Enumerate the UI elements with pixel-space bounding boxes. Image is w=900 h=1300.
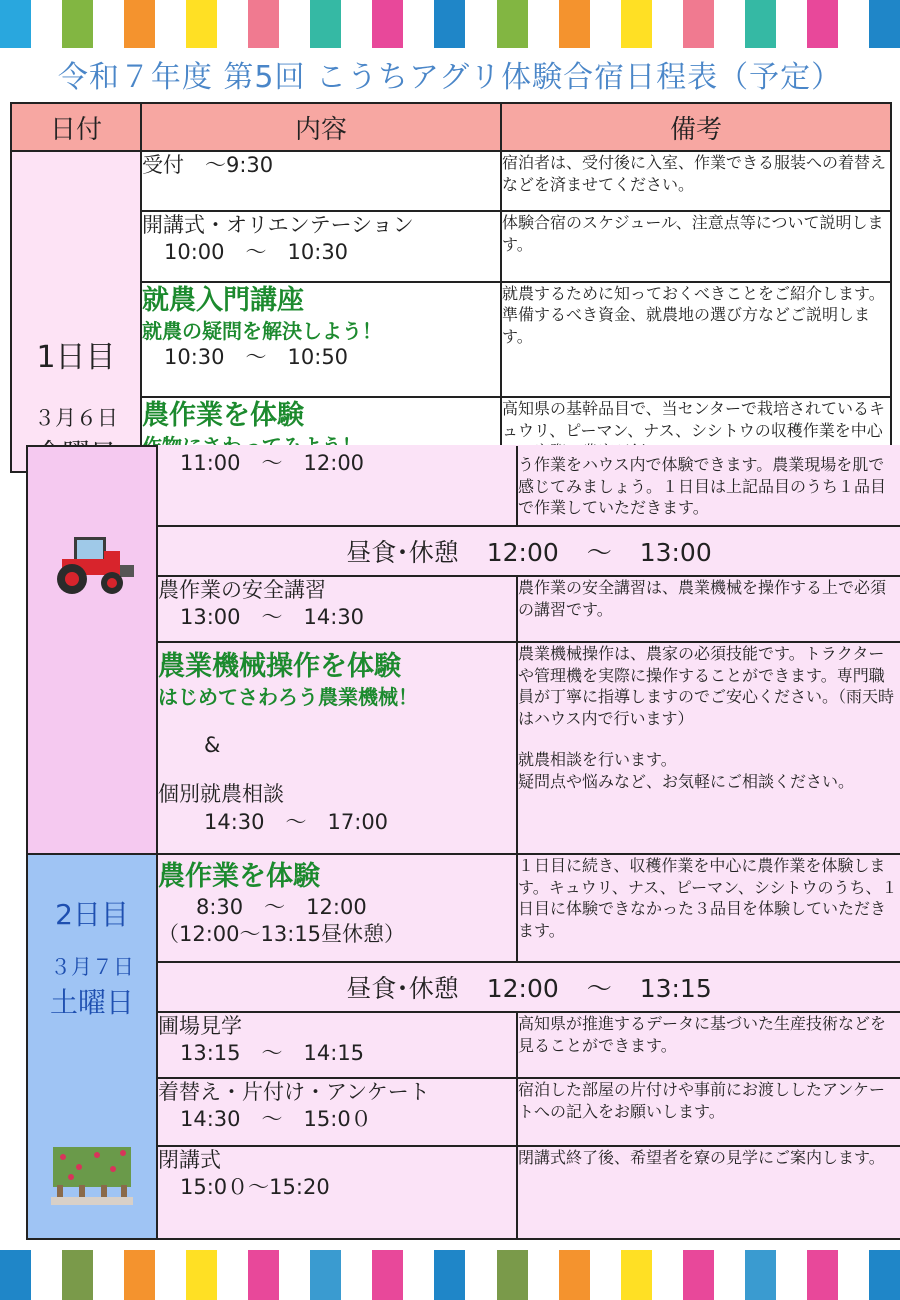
lunch-break-day2	[157, 962, 900, 1012]
machinery-note-cell	[517, 642, 900, 854]
schedule-table-top	[10, 102, 892, 473]
stripe	[186, 0, 217, 48]
farmwork-time: 11:00 ～ 12:00	[180, 451, 365, 475]
stripe	[434, 1250, 465, 1300]
stripe	[310, 0, 341, 48]
table-row	[27, 446, 900, 526]
opening-note: 体験合宿のスケジュール、注意点等について説明します。	[501, 211, 891, 282]
ampersand: &	[204, 733, 221, 758]
opening-cell	[141, 211, 501, 282]
day2-farmwork-note: １日目に続き、収穫作業を中心に農作業を体験します。キュウリ、ナス、ピーマン、シシトウのうち、１日目に体験できなかった３品目を体験していただきます。	[517, 854, 900, 962]
opening-label: 開講式・オリエンテーション	[142, 212, 414, 237]
intro-course-time: 10:30 ～ 10:50	[164, 344, 349, 369]
stripe	[372, 0, 403, 48]
stripe	[869, 1250, 900, 1300]
stripe	[62, 1250, 93, 1300]
day2-farmwork-time: 8:30 ～ 12:00	[196, 895, 367, 920]
consultation-note: 就農相談を行います。 疑問点や悩みなど、お気軽にご相談ください。	[518, 750, 855, 791]
stripe	[497, 0, 528, 48]
stripe	[434, 0, 465, 48]
intro-course-subtitle: 就農の疑問を解決しよう！	[142, 318, 382, 343]
stripe	[745, 0, 776, 48]
stripe	[62, 0, 93, 48]
machinery-note: 農業機械操作は、農家の必須技能です。トラクターや管理機を実際に操作することができます。専門職員が丁寧に指導しますのでご安心ください。（雨天時はハウス内で行います）	[518, 644, 895, 728]
day1-date-cell	[11, 151, 141, 472]
closing-label: 閉講式	[158, 1148, 221, 1172]
day1-label: 1日目	[36, 340, 116, 375]
field-tour-time: 13:15 ～ 14:15	[180, 1041, 365, 1066]
closing-time: 15:0０～15:20	[180, 1175, 330, 1200]
day1-date: ３月６日	[34, 406, 118, 430]
lunch-separator: ～	[586, 538, 612, 567]
schedule-table-bottom	[26, 445, 900, 1240]
stripe	[869, 0, 900, 48]
day2-farmwork-lunch-note: （12:00～13:15昼休憩）	[158, 922, 406, 947]
intro-course-title: 就農入門講座	[142, 284, 304, 316]
page-title: 令和７年度 第5回 こうちアグリ体験合宿日程表（予定）	[57, 60, 843, 95]
header-notes: 備考	[501, 103, 891, 151]
table-row	[27, 1078, 900, 1146]
lunch-end: 13:00	[639, 538, 712, 567]
lunch-row	[27, 962, 900, 1012]
closing-note: 閉講式終了後、希望者を寮の見学にご案内します。	[517, 1146, 900, 1239]
lunch-start: 12:00	[486, 538, 559, 567]
day2-farmwork-cell	[157, 854, 517, 962]
day2-weekday: 土曜日	[49, 986, 134, 1019]
stripe	[621, 1250, 652, 1300]
stripe	[124, 1250, 155, 1300]
table-row	[11, 151, 891, 211]
bottom-decorative-stripes	[0, 1250, 900, 1300]
cleanup-cell	[157, 1078, 517, 1146]
table-row	[27, 854, 900, 962]
stripe	[310, 1250, 341, 1300]
stripe	[807, 0, 838, 48]
consultation-label: 個別就農相談	[158, 782, 284, 807]
farmwork-title: 農作業を体験	[142, 400, 304, 432]
stripe	[124, 0, 155, 48]
stripe	[248, 1250, 279, 1300]
safety-course-note: 農作業の安全講習は、農業機械を操作する上で必須の講習です。	[517, 576, 900, 642]
field-tour-note: 高知県が推進するデータに基づいた生産技術などを見ることができます。	[517, 1012, 900, 1078]
intro-course-cell	[141, 282, 501, 398]
top-decorative-stripes	[0, 0, 900, 48]
stripe	[683, 1250, 714, 1300]
table-row	[11, 282, 891, 398]
header-content: 内容	[141, 103, 501, 151]
farmwork-note-cont: う作業をハウス内で体験できます。農業現場を肌で感じてみましょう。１日目は上記品目のうち１品目で作業していただきます。	[517, 446, 900, 526]
stripe	[559, 0, 590, 48]
lunch-label: 昼食･休憩	[346, 538, 459, 567]
lunch-start: 12:00	[486, 974, 559, 1003]
table-row	[27, 1012, 900, 1078]
lunch-label: 昼食･休憩	[346, 974, 459, 1003]
cleanup-label: 着替え・片付け・アンケート	[158, 1080, 430, 1104]
lunch-separator: ～	[586, 974, 612, 1003]
lunch-row	[27, 526, 900, 576]
stripe	[807, 1250, 838, 1300]
tractor-icon	[44, 527, 140, 599]
cleanup-time: 14:30 ～ 15:0０	[180, 1107, 372, 1132]
cleanup-note: 宿泊した部屋の片付けや事前にお渡ししたアンケートへの記入をお願いします。	[517, 1078, 900, 1146]
farmwork-note: 高知県の基幹品目で、当センターで栽培されているキュウリ、ピーマン、ナス、シシトウの収穫作業を中心	[501, 397, 891, 472]
machinery-cell	[157, 642, 517, 854]
reception-note: 宿泊者は、受付後に入室、作業できる服装への着替えなどを済ませてください。	[501, 151, 891, 211]
intro-course-note: 就農するために知っておくべきことをご紹介します。 準備するべき資金、就農地の選び方などご説明します。	[501, 282, 891, 398]
stripe	[745, 1250, 776, 1300]
table-row	[27, 576, 900, 642]
safety-course-cell	[157, 576, 517, 642]
stripe	[683, 0, 714, 48]
day1-continuation-cell	[27, 446, 157, 854]
stripe	[372, 1250, 403, 1300]
day2-date: ３月７日	[50, 955, 134, 979]
stripe	[559, 1250, 590, 1300]
table-row	[11, 211, 891, 282]
closing-cell	[157, 1146, 517, 1239]
day2-farmwork-title: 農作業を体験	[158, 861, 320, 892]
field-tour-cell	[157, 1012, 517, 1078]
safety-course-label: 農作業の安全講習	[158, 578, 326, 602]
stripe	[497, 1250, 528, 1300]
stripe	[0, 1250, 31, 1300]
stripe	[0, 0, 31, 48]
table-header-row	[11, 103, 891, 151]
day2-date-cell	[27, 854, 157, 1239]
stripe	[621, 0, 652, 48]
field-tour-label: 圃場見学	[158, 1014, 242, 1038]
stripe	[248, 0, 279, 48]
table-row	[27, 1146, 900, 1239]
safety-course-time: 13:00 ～ 14:30	[180, 605, 365, 630]
lunch-end: 13:15	[639, 974, 712, 1003]
machinery-subtitle: はじめてさわろう農業機械！	[158, 685, 418, 710]
lunch-break-day1	[157, 526, 900, 576]
farmwork-time-cell	[157, 446, 517, 526]
day2-label: 2日目	[55, 898, 129, 931]
table-row	[27, 642, 900, 854]
opening-time: 10:00 ～ 10:30	[164, 240, 349, 265]
stripe	[186, 1250, 217, 1300]
header-date: 日付	[11, 103, 141, 151]
consultation-time: 14:30 ～ 17:00	[204, 809, 389, 834]
greenhouse-icon	[49, 1139, 135, 1209]
machinery-title: 農業機械操作を体験	[158, 651, 401, 682]
reception-cell: 受付 ～9:30	[141, 151, 501, 211]
